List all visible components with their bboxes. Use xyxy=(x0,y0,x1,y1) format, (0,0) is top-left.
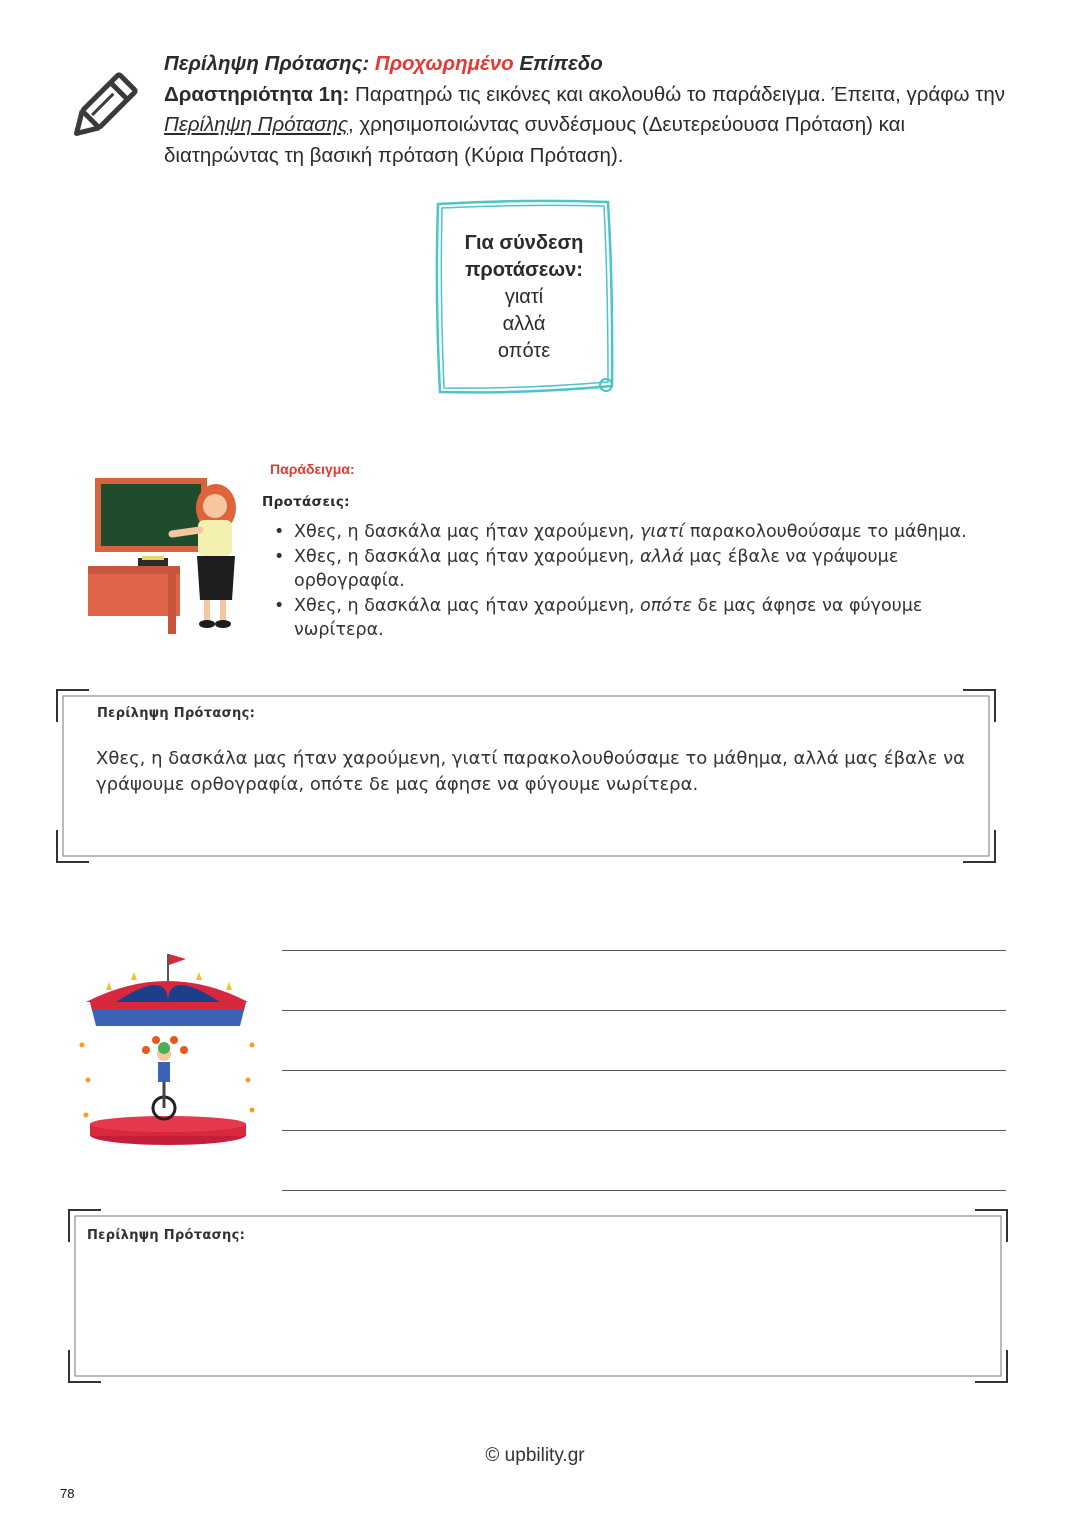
instruction-link: Περίληψη Πρότασης xyxy=(164,113,348,136)
activity-header xyxy=(164,49,1014,171)
example-sentence: • Χθες, η δασκάλα μας ήταν χαρούμενη, οπότε δε μας άφησε να φύγουμε νωρίτερα. xyxy=(294,594,1004,643)
summary-text: Χθες, η δασκάλα μας ήταν χαρούμενη, γιατί παρακολουθούσαμε το μάθημα, αλλά μας έβαλε να γράψουμε ορθογραφία, οπότε δε μας άφησε να φύγουμε νωρίτερα. xyxy=(96,748,966,795)
copyright-footer: © upbility.gr xyxy=(485,1445,585,1466)
activity-label: Δραστηριότητα 1η: xyxy=(164,82,350,106)
connector-box xyxy=(440,230,608,365)
pencil-icon xyxy=(64,70,140,146)
connector-word: αλλά xyxy=(502,313,546,335)
circus-illustration xyxy=(76,950,266,1150)
example-sentence: • Χθες, η δασκάλα μας ήταν χαρούμενη, αλλά μας έβαλε να γράψουμε ορθογραφία. xyxy=(294,545,1004,594)
sentences-label: Προτάσεις: xyxy=(262,494,350,510)
summary-label: Περίληψη Πρότασης: xyxy=(97,706,256,721)
page-number: 78 xyxy=(60,1486,75,1501)
connector-word: οπότε xyxy=(497,340,551,362)
writing-line[interactable] xyxy=(282,1070,1006,1071)
connector-word: γιατί xyxy=(504,286,544,308)
example-label: Παράδειγμα: xyxy=(270,461,355,477)
example-sentence-list xyxy=(294,520,1004,643)
connector-heading: Για σύνδεση προτάσεων: xyxy=(464,232,584,281)
example-sentence: • Χθες, η δασκάλα μας ήταν χαρούμενη, γιατί παρακολουθούσαμε το μάθημα. xyxy=(294,520,1004,545)
summary-label: Περίληψη Πρότασης: xyxy=(87,1228,246,1243)
activity-instructions: Δραστηριότητα 1η: Παρατηρώ τις εικόνες και ακολουθώ το παράδειγμα. Έπειτα, γράφω την Περίληψη Πρότασης, χρησιμοποιώντας συνδέσμους (Δευτερεύουσα Πρόταση) και διατηρώντας τη βασική πρόταση (Κύρια Πρόταση). xyxy=(164,82,1005,167)
writing-line[interactable] xyxy=(282,1130,1006,1131)
writing-line[interactable] xyxy=(282,950,1006,951)
writing-line[interactable] xyxy=(282,1190,1006,1191)
page-title: Περίληψη Πρότασης: Προχωρημένο Επίπεδο xyxy=(164,52,603,75)
writing-line[interactable] xyxy=(282,1010,1006,1011)
teacher-illustration xyxy=(80,472,250,642)
